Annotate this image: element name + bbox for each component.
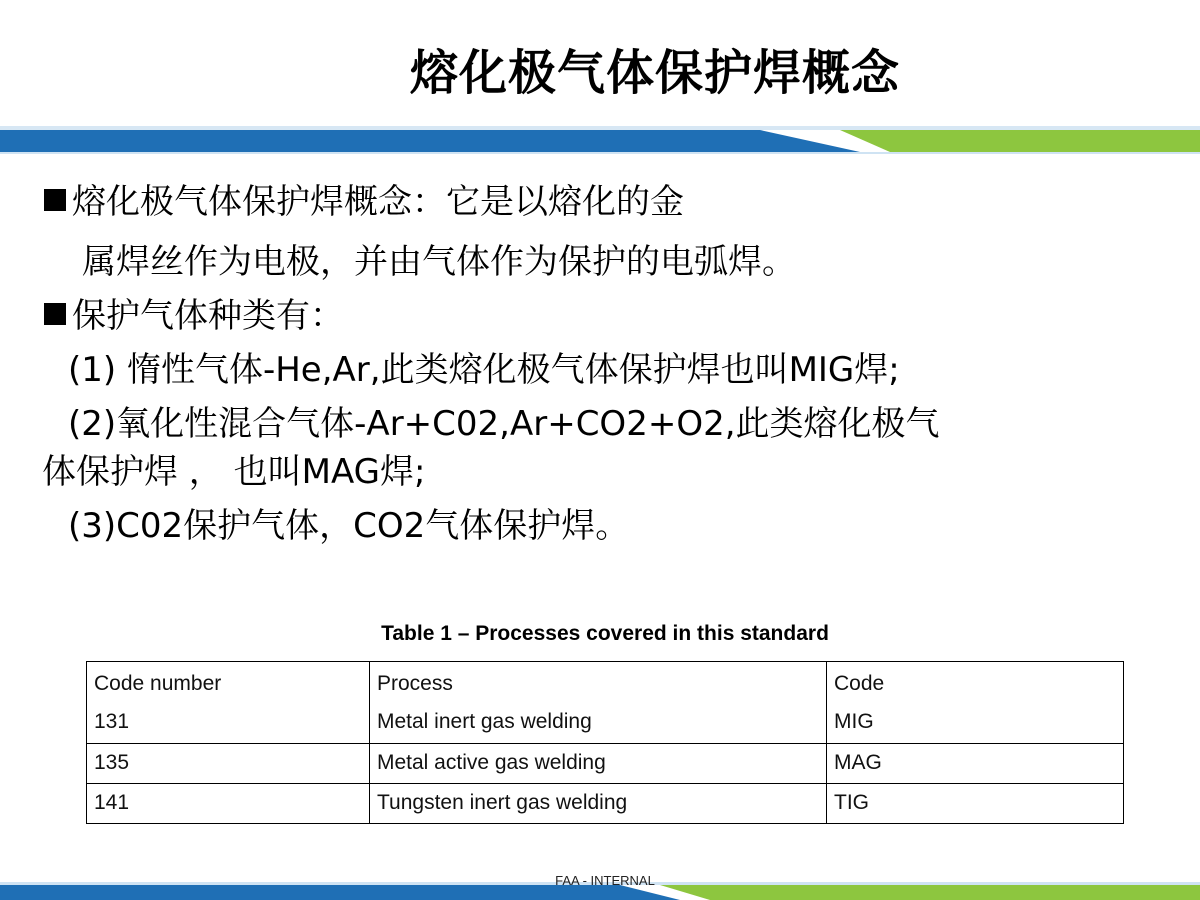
- header-decor-band: [0, 126, 1200, 156]
- cell-value: Metal inert gas welding: [377, 710, 592, 733]
- gas-types-heading: 保护气体种类有：: [72, 296, 344, 336]
- gas-type-2-continuation: 体保护焊 ， 也叫MAG焊;: [42, 452, 426, 492]
- slide-title: 熔化极气体保护焊概念: [409, 45, 900, 101]
- cell-value: Metal active gas welding: [370, 744, 827, 784]
- table-cell: [370, 662, 827, 744]
- cell-value: Tungsten inert gas welding: [370, 784, 827, 824]
- footer-classification-label: FAA - INTERNAL: [555, 873, 655, 888]
- column-header: Code: [834, 672, 885, 695]
- process-table: [86, 661, 1124, 824]
- gas-type-3: (3)C02保护气体，CO2气体保护焊。: [68, 506, 630, 546]
- square-bullet-icon: [44, 189, 66, 211]
- band-light-stripe: [0, 126, 1200, 130]
- bullet-line-gas-types: [44, 292, 1164, 340]
- gas-type-2: (2)氧化性混合气体-Ar+C02,Ar+CO2+O2,此类熔化极气: [68, 404, 940, 444]
- table-cell: [87, 662, 370, 744]
- square-bullet-icon: [44, 303, 66, 325]
- band-under-stripe: [0, 152, 1200, 154]
- cell-value: MAG: [827, 744, 1124, 784]
- bullet-line-definition: [44, 178, 1164, 226]
- body-text: [44, 178, 1164, 556]
- table-row: [87, 784, 1124, 824]
- column-header: Code number: [94, 672, 222, 695]
- cell-value: 135: [87, 744, 370, 784]
- definition-continuation: 属焊丝作为电极，并由气体作为保护的电弧焊。: [82, 242, 796, 282]
- definition-text-1: 熔化极气体保护焊概念：它是以熔化的金: [72, 182, 684, 222]
- table-row: [87, 744, 1124, 784]
- cell-value: 141: [87, 784, 370, 824]
- cell-value: MIG: [834, 710, 874, 733]
- band-green: [840, 130, 1200, 152]
- column-header: Process: [377, 672, 453, 695]
- table-caption: Table 1 – Processes covered in this standard: [381, 622, 829, 645]
- table-row: [87, 662, 1124, 744]
- cell-value: TIG: [827, 784, 1124, 824]
- cell-value: 131: [94, 710, 130, 733]
- table-cell: [827, 662, 1124, 744]
- gas-type-1: (1) 惰性气体-He,Ar,此类熔化极气体保护焊也叫MIG焊;: [68, 350, 900, 390]
- band-blue: [0, 130, 860, 152]
